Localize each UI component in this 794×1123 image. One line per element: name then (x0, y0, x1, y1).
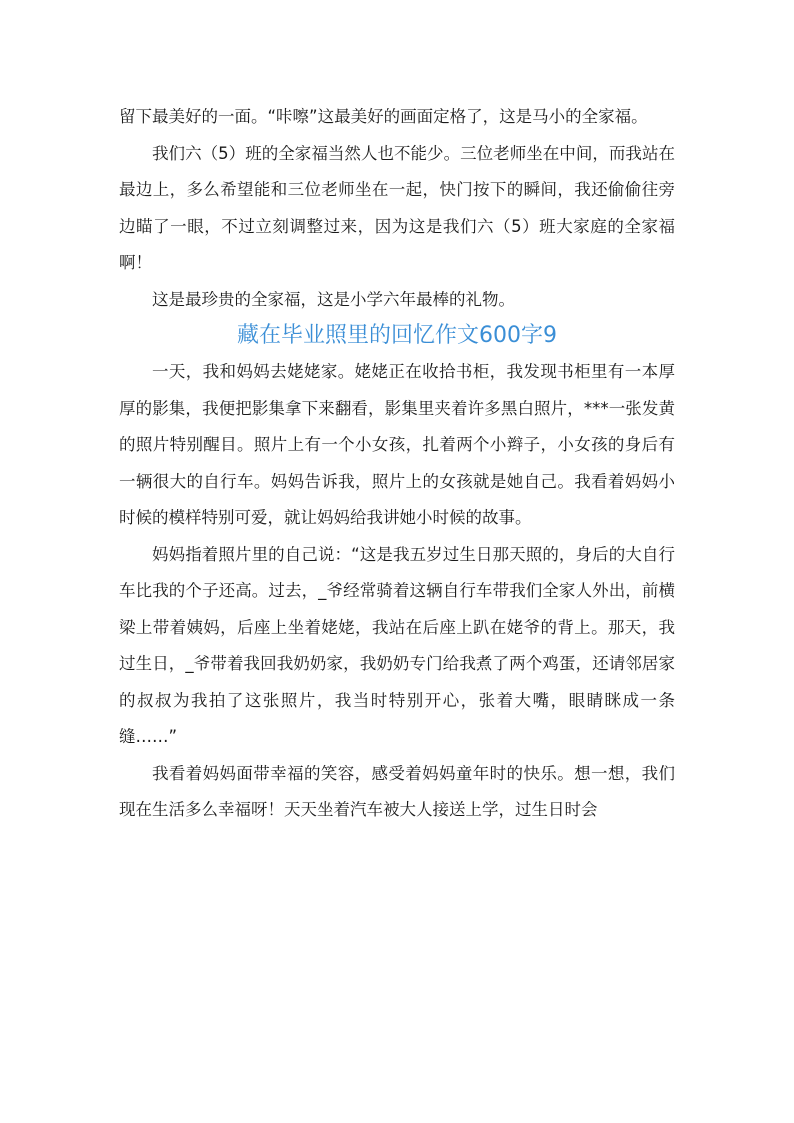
paragraph-1: 留下最美好的一面。“咔嚓”这最美好的画面定格了，这是马小的全家福。 (119, 107, 648, 126)
paragraph-3: 这是最珍贵的全家福，这是小学六年最棒的礼物。 (152, 289, 515, 309)
paragraph-4: 一天，我和妈妈去姥姥家。姥姥正在收拾书柜，我发现书柜里有一本厚厚的影集，我便把影集拿下来翻看，影集里夹着许多黑白照片，***一张发黄的照片特别醒目。照片上有一个小女孩，扎着两个小辫子，小女孩的身后有一辆很大的自行车。妈妈告诉我，照片上的女孩就是她自己。我看着妈妈小时候的模样特别可爱，就让妈妈给我讲她小时候的故事。 (119, 362, 675, 527)
document-body (119, 99, 675, 829)
paragraph-5: 妈妈指着照片里的自己说：“这是我五岁过生日那天照的，身后的大自行车比我的个子还高。过去，_爷经常骑着这辆自行车带我们全家人外出，前横梁上带着姨妈，后座上坐着姥姥，我站在后座上趴在姥爷的背上。那天，我过生日，_爷带着我回我奶奶家，我奶奶专门给我煮了两个鸡蛋，还请邻居家的叔叔为我拍了这张照片，我当时特别开心，张着大嘴，眼睛眯成一条缝……” (119, 544, 675, 746)
paragraph-2: 我们六（5）班的全家福当然人也不能少。三位老师坐在中间，而我站在最边上，多么希望能和三位老师坐在一起，快门按下的瞬间，我还偷偷往旁边瞄了一眼，不过立刻调整过来，因为这是我们六（5）班大家庭的全家福啊！ (119, 143, 675, 272)
section-heading: 藏在毕业照里的回忆作文600字9 (237, 323, 557, 348)
paragraph-6: 我看着妈妈面带幸福的笑容，感受着妈妈童年时的快乐。想一想，我们现在生活多么幸福呀！天天坐着汽车被大人接送上学，过生日时会 (119, 763, 675, 819)
